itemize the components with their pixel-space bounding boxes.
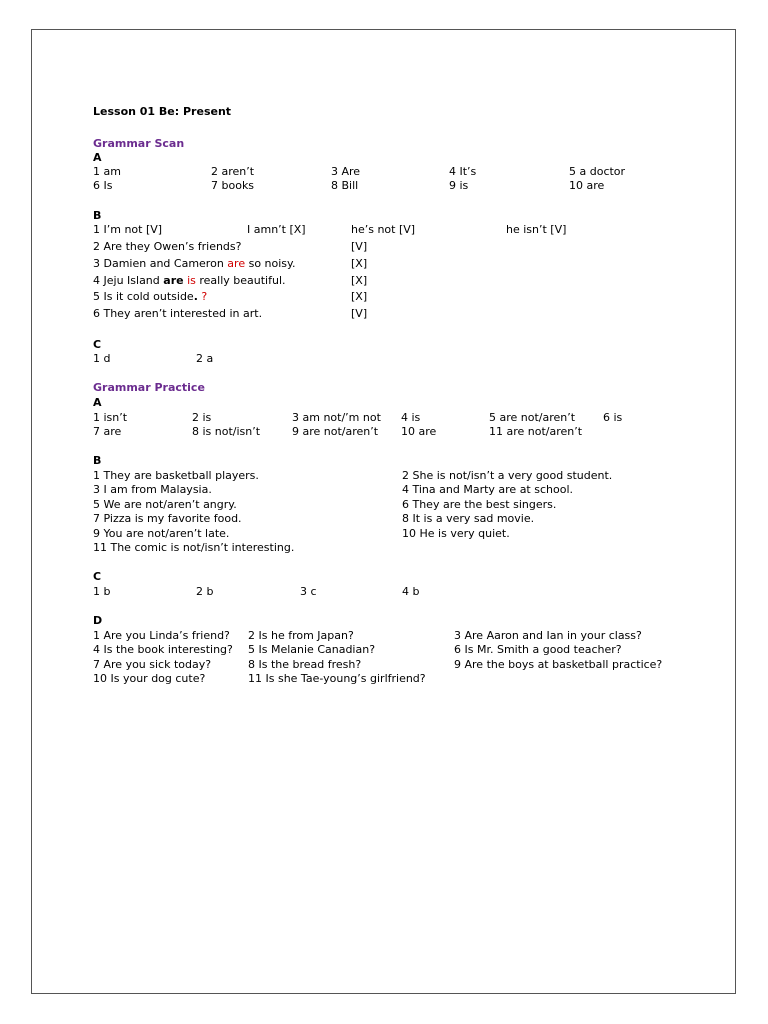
scan-b-answer: I amn’t [X] (247, 223, 306, 236)
practice-b-label: B (93, 454, 102, 467)
practice-a-answer: 7 are (93, 425, 122, 438)
scan-b-mark: [V] (351, 240, 368, 253)
scan-a-answer: 7 books (211, 179, 255, 192)
scan-b-mark: [V] (351, 307, 368, 320)
section-heading-grammar-practice: Grammar Practice (93, 381, 205, 394)
practice-b-answer: 4 Tina and Marty are at school. (402, 483, 574, 496)
practice-b-answer: 6 They are the best singers. (402, 498, 557, 511)
practice-d-answer: 5 Is Melanie Canadian? (248, 643, 376, 656)
practice-d-answer: 8 Is the bread fresh? (248, 658, 362, 671)
practice-b-answer: 2 She is not/isn’t a very good student. (402, 469, 613, 482)
section-heading-grammar-scan: Grammar Scan (93, 137, 185, 150)
practice-d-answer: 1 Are you Linda’s friend? (93, 629, 230, 642)
scan-b-answer: 1 I’m not [V] (93, 223, 163, 236)
practice-d-answer: 11 Is she Tae-young’s girlfriend? (248, 672, 426, 685)
scan-c-answer: 1 d (93, 352, 111, 365)
scan-a-answer: 2 aren’t (211, 165, 255, 178)
practice-d-label: D (93, 614, 103, 627)
practice-a-answer: 3 am not/’m not (292, 411, 381, 424)
practice-a-answer: 2 is (192, 411, 212, 424)
practice-b-answer: 10 He is very quiet. (402, 527, 510, 540)
scan-a-answer: 6 Is (93, 179, 113, 192)
practice-a-answer: 11 are not/aren’t (489, 425, 583, 438)
scan-a-answer: 10 are (569, 179, 605, 192)
scan-c-answer: 2 a (196, 352, 214, 365)
practice-b-answer: 9 You are not/aren’t late. (93, 527, 230, 540)
practice-c-label: C (93, 570, 102, 583)
practice-a-answer: 6 is (603, 411, 623, 424)
practice-b-answer: 11 The comic is not/isn’t interesting. (93, 541, 295, 554)
practice-d-answer: 6 Is Mr. Smith a good teacher? (454, 643, 622, 656)
scan-b-mark: [X] (351, 274, 368, 287)
practice-a-answer: 5 are not/aren’t (489, 411, 576, 424)
practice-a-answer: 4 is (401, 411, 421, 424)
scan-b-sentence: 3 Damien and Cameron are so noisy. (93, 257, 296, 270)
practice-a-answer: 10 are (401, 425, 437, 438)
practice-d-answer: 2 Is he from Japan? (248, 629, 354, 642)
correction-text: are (227, 257, 246, 270)
practice-a-label: A (93, 396, 102, 409)
practice-b-answer: 1 They are basketball players. (93, 469, 259, 482)
correction-text: ? (197, 290, 208, 303)
scan-a-answer: 1 am (93, 165, 121, 178)
practice-a-answer: 9 are not/aren’t (292, 425, 379, 438)
scan-a-label: A (93, 151, 102, 164)
practice-d-answer: 9 Are the boys at basketball practice? (454, 658, 663, 671)
practice-c-answer: 4 b (402, 585, 420, 598)
scan-a-answer: 5 a doctor (569, 165, 626, 178)
practice-b-answer: 5 We are not/aren’t angry. (93, 498, 237, 511)
practice-a-answer: 1 isn’t (93, 411, 128, 424)
scan-c-label: C (93, 338, 102, 351)
scan-b-mark: [X] (351, 257, 368, 270)
practice-d-answer: 4 Is the book interesting? (93, 643, 233, 656)
practice-b-answer: 7 Pizza is my favorite food. (93, 512, 242, 525)
scan-b-sentence: 6 They aren’t interested in art. (93, 307, 263, 320)
error-text: . (193, 290, 198, 303)
practice-c-answer: 2 b (196, 585, 214, 598)
scan-b-sentence: 5 Is it cold outside. ? (93, 290, 208, 303)
practice-d-answer: 10 Is your dog cute? (93, 672, 206, 685)
scan-b-answer: he isn’t [V] (506, 223, 567, 236)
practice-b-answer: 8 It is a very sad movie. (402, 512, 535, 525)
scan-b-sentence: 4 Jeju Island are is really beautiful. (93, 274, 286, 287)
scan-b-label: B (93, 209, 102, 222)
scan-a-answer: 3 Are (331, 165, 361, 178)
scan-a-answer: 4 It’s (449, 165, 477, 178)
scan-a-answer: 8 Bill (331, 179, 359, 192)
practice-d-answer: 3 Are Aaron and Ian in your class? (454, 629, 642, 642)
practice-b-answer: 3 I am from Malaysia. (93, 483, 212, 496)
error-text: are (163, 274, 184, 287)
practice-c-answer: 1 b (93, 585, 111, 598)
correction-text: is (187, 274, 196, 287)
practice-d-answer: 7 Are you sick today? (93, 658, 212, 671)
practice-c-answer: 3 c (300, 585, 317, 598)
scan-b-mark: [X] (351, 290, 368, 303)
practice-a-answer: 8 is not/isn’t (192, 425, 261, 438)
lesson-title: Lesson 01 Be: Present (93, 105, 232, 118)
scan-b-sentence: 2 Are they Owen’s friends? (93, 240, 242, 253)
scan-a-answer: 9 is (449, 179, 469, 192)
scan-b-answer: he’s not [V] (351, 223, 416, 236)
